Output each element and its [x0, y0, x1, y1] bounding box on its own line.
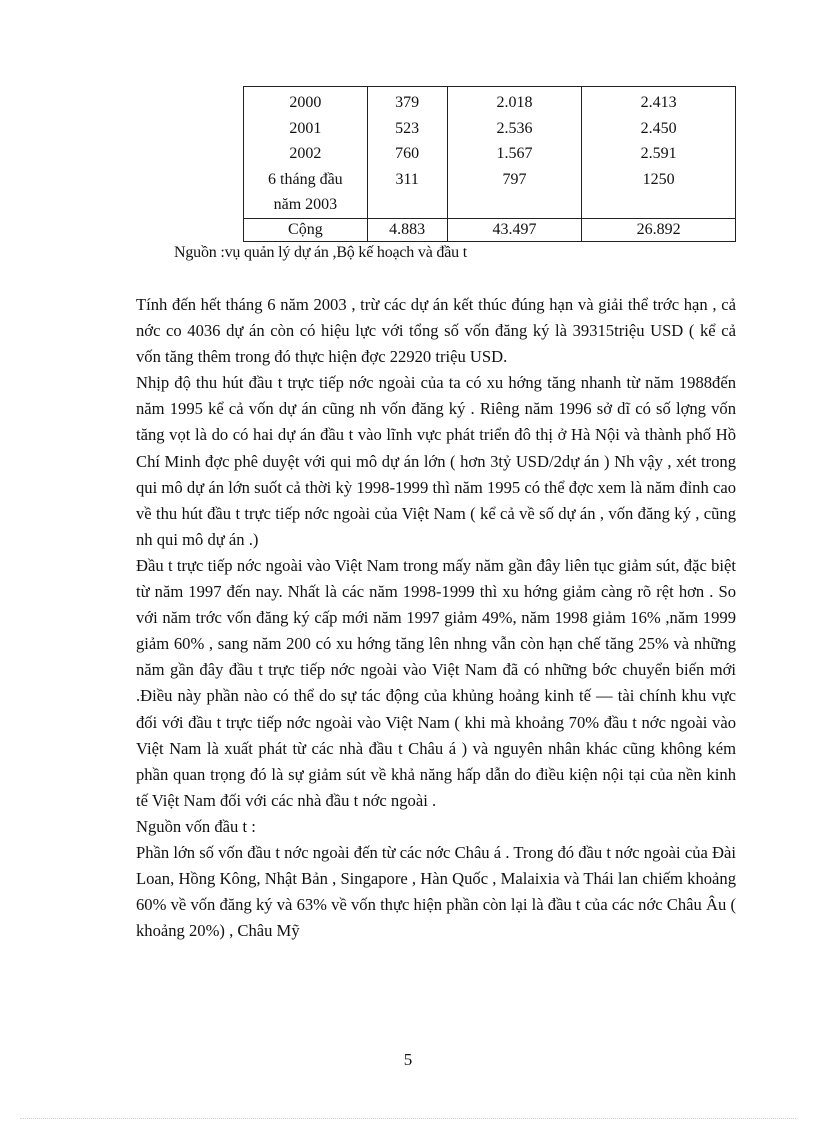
table-cell: 760 [367, 141, 447, 167]
paragraph: Đầu t trực tiếp nớc ngoài vào Việt Nam trong mấy năm gần đây liên tục giảm sút, đặc biệt từ năm 1997 đến nay. Nhất là các năm 1998-1999 thì xu hớng giảm càng rõ rệt hơn . So với năm trớc vốn đăng ký cấp mới năm 1997 giảm 49%, năm 1998 giảm 16% ,năm 1999 giảm 60% , sang năm 200 có xu hớng tăng lên nhng vẫn còn hạn chế tăng 25% và những năm gần đây đầu t trực tiếp nớc ngoài vào Việt Nam đã có những bớc chuyển biến mới .Điều này phần nào có thể do sự tác động của khủng hoảng kinh tế — tài chính khu vực đối với đầu t trực tiếp nớc ngoài vào Việt Nam ( khi mà khoảng 70% đầu t nớc ngoài vào Việt Nam là xuất phát từ các nhà đầu t Châu á ) và nguyên nhân khác cũng không kém phần quan trọng đó là sự giảm sút về khả năng hấp dẫn do điều kiện nội tại của nền kinh tế Việt Nam đối với các nhà đầu t nớc ngoài . [136, 555, 736, 810]
table-cell: 311 [367, 167, 447, 219]
paragraph: Phần lớn số vốn đầu t nớc ngoài đến từ các nớc Châu á . Trong đó đầu t nớc ngoài của Đài Loan, Hồng Kông, Nhật Bản , Singapore , Hàn Quốc , Malaixia và Thái lan chiếm khoảng 60% về vốn đăng ký và 63% về vốn thực hiện phần còn lại là đầu t của các nớc Châu Âu ( khoảng 20%) , Châu Mỹ [136, 842, 736, 941]
year-line-2: năm 2003 [273, 196, 338, 213]
table-cell: 2.413 [582, 87, 736, 116]
table-row [244, 116, 736, 142]
table-row [244, 141, 736, 167]
table-cell: 523 [367, 116, 447, 142]
page-number: 5 [403, 1050, 413, 1069]
table-cell: 2.536 [447, 116, 582, 142]
table-cell-year: 2000 [244, 87, 368, 116]
total-row [244, 218, 736, 241]
total-cell: 4.883 [367, 218, 447, 241]
table-cell: 379 [367, 87, 447, 116]
table-cell: 797 [447, 167, 582, 219]
total-cell: 26.892 [582, 218, 736, 241]
total-label: Cộng [244, 218, 368, 241]
table-source-note: Nguồn :vụ quản lý dự án ,Bộ kế hoạch và đầu t [174, 244, 467, 261]
table-cell: 1.567 [447, 141, 582, 167]
table-cell-year [244, 167, 368, 219]
paragraph: Tính đến hết tháng 6 năm 2003 , trừ các dự án kết thúc đúng hạn và giải thể trớc hạn , cả nớc co 4036 dự án còn có hiệu lực với tổng số vốn đăng ký là 39315triệu USD ( kể cả vốn tăng thêm trong đó thực hiện đợc 22920 triệu USD. [136, 295, 736, 367]
table-row [244, 87, 736, 116]
total-cell: 43.497 [447, 218, 582, 241]
section-heading: Nguồn vốn đầu t : [136, 816, 256, 836]
table-cell: 2.450 [582, 116, 736, 142]
body-text [136, 292, 736, 944]
investment-table [243, 86, 736, 242]
paragraph: Nhịp độ thu hút đầu t trực tiếp nớc ngoài của ta có xu hớng tăng nhanh từ năm 1988đến năm 1995 kể cả vốn dự án cũng nh vốn đăng ký . Riêng năm 1996 sở dĩ có số lợng vốn tăng vọt là do có hai dự án đầu t vào lĩnh vực phát triển đô thị ở Hà Nội và thành phố Hồ Chí Minh đợc phê duyệt với qui mô dự án lớn ( hơn 3tỷ USD/2dự án ) Nh vậy , xét trong qui mô dự án lớn suốt cả thời kỳ 1998-1999 thì năm 1995 có thể đợc xem là năm đỉnh cao về thu hút đầu t trực tiếp nớc ngoài của Việt Nam ( kể cả về số dự án , vốn đăng ký , cũng nh qui mô dự án .) [136, 373, 736, 549]
table-row [244, 167, 736, 219]
table-cell-year: 2001 [244, 116, 368, 142]
table-cell: 2.591 [582, 141, 736, 167]
footer-divider [20, 1118, 796, 1119]
table-cell: 2.018 [447, 87, 582, 116]
table-cell-year: 2002 [244, 141, 368, 167]
year-line-1: 6 tháng đầu [268, 170, 343, 188]
table-cell: 1250 [582, 167, 736, 219]
